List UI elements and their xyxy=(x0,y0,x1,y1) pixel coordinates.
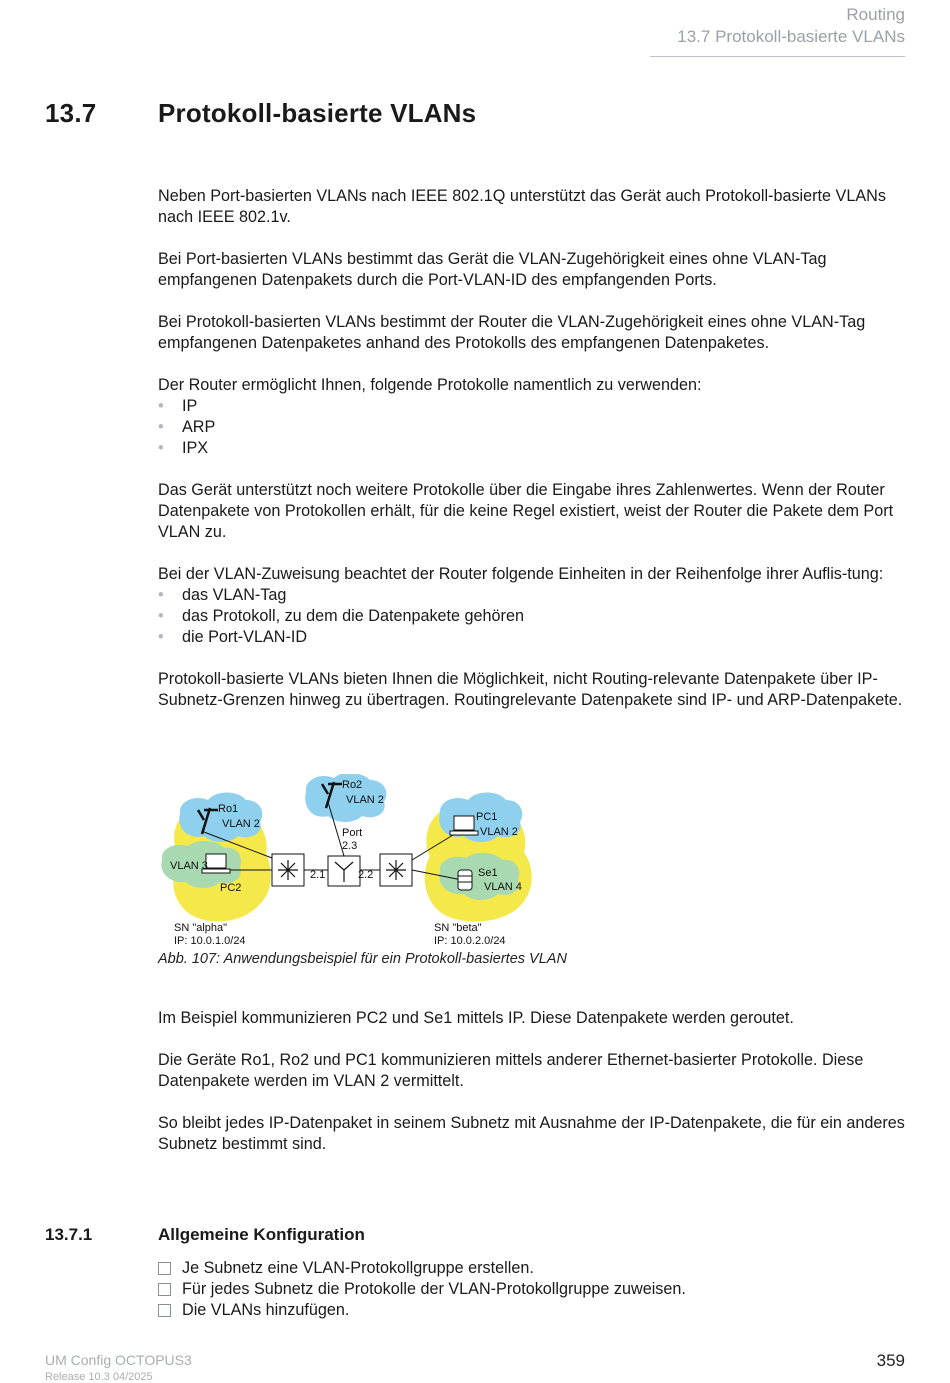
checkbox-icon xyxy=(158,1283,171,1296)
section-number: 13.7 xyxy=(45,98,97,128)
label-ip-beta: IP: 10.0.2.0/24 xyxy=(434,935,506,947)
label-port: Port xyxy=(342,827,363,839)
label-port-left: 2.1 xyxy=(310,869,326,881)
subsection-number: 13.7.1 xyxy=(45,1225,93,1244)
footer xyxy=(45,1352,192,1383)
list-item: • IPX xyxy=(158,438,908,459)
label-pc1: PC1 xyxy=(476,811,498,823)
label-ro2: Ro2 xyxy=(342,779,363,791)
label-sn-beta: SN "beta" xyxy=(434,922,482,934)
step-text: Je Subnetz eine VLAN-Protokollgruppe erstellen. xyxy=(182,1259,534,1277)
label-ro1-vlan: VLAN 2 xyxy=(222,818,260,830)
header-chapter: Routing xyxy=(846,5,905,24)
label-ip-alpha: IP: 10.0.1.0/24 xyxy=(174,935,246,947)
step-text: Die VLANs hinzufügen. xyxy=(182,1301,350,1319)
subsection-title: Allgemeine Konfiguration xyxy=(158,1225,365,1244)
header-section: 13.7 Protokoll-basierte VLANs xyxy=(677,27,905,46)
footer-doc-title: UM Config OCTOPUS3 xyxy=(45,1352,192,1368)
protocol-list xyxy=(158,396,908,459)
list-item: • das VLAN-Tag xyxy=(158,585,908,606)
router-icon xyxy=(328,856,360,886)
label-pc1-vlan: VLAN 2 xyxy=(480,826,518,838)
checkbox-icon xyxy=(158,1262,171,1275)
figure-caption: Abb. 107: Anwendungsbeispiel für ein Protokoll-basiertes VLAN xyxy=(158,951,567,967)
page-number: 359 xyxy=(876,1351,905,1370)
list-item: • das Protokoll, zu dem die Datenpakete gehören xyxy=(158,606,908,627)
paragraph: Im Beispiel kommunizieren PC2 und Se1 mittels IP. Diese Datenpakete werden geroutet. xyxy=(158,1009,794,1027)
se1-server-icon xyxy=(458,870,472,890)
label-se1: Se1 xyxy=(478,867,498,879)
paragraph: Der Router ermöglicht Ihnen, folgende Protokolle namentlich zu verwenden: xyxy=(158,376,702,394)
paragraph: Das Gerät unterstützt noch weitere Protokolle über die Eingabe ihres Zahlenwertes. Wenn der Router Datenpakete von Protokollen erhält, für die keine Regel existiert, weist der Router die Pakete dem Port VLAN zu. xyxy=(158,481,894,541)
list-item: • ARP xyxy=(158,417,908,438)
paragraph: Bei Port-basierten VLANs bestimmt das Gerät die VLAN-Zugehörigkeit eines ohne VLAN-Tag empfangenen Datenpakets durch die Port-VLAN-ID des empfangenden Ports. xyxy=(158,250,827,289)
paragraph: Protokoll-basierte VLANs bieten Ihnen die Möglichkeit, nicht Routing-relevante Datenpakete über IP-Subnetz-Grenzen hinweg zu übertragen. Routingrelevante Datenpakete sind IP- und ARP-Datenpakete. xyxy=(158,670,903,709)
label-port-right: 2.2 xyxy=(358,869,374,881)
label-port-number: 2.3 xyxy=(342,840,358,852)
body-text-bottom xyxy=(158,1008,908,1176)
step-list xyxy=(158,1258,686,1321)
label-se1-vlan: VLAN 4 xyxy=(484,881,522,893)
list-item: • die Port-VLAN-ID xyxy=(158,627,908,648)
switch-right-icon xyxy=(380,854,412,886)
paragraph: Bei der VLAN-Zuweisung beachtet der Router folgende Einheiten in der Reihenfolge ihrer Auflis-tung: xyxy=(158,565,884,583)
paragraph: So bleibt jedes IP-Datenpaket in seinem Subnetz mit Ausnahme der IP-Datenpakete, die für ein anderes Subnetz bestimmt sind. xyxy=(158,1114,905,1153)
paragraph: Neben Port-basierten VLANs nach IEEE 802.1Q unterstützt das Gerät auch Protokoll-basierte VLANs nach IEEE 802.1v. xyxy=(158,187,886,226)
header-rule xyxy=(650,56,905,57)
body-text-top xyxy=(158,186,908,732)
checkbox-icon xyxy=(158,1304,171,1317)
order-list xyxy=(158,585,908,648)
network-diagram xyxy=(158,774,538,950)
list-item xyxy=(158,1258,686,1279)
switch-left-icon xyxy=(272,854,304,886)
pc1-icon xyxy=(450,816,478,835)
list-item xyxy=(158,1279,686,1300)
paragraph: Die Geräte Ro1, Ro2 und PC1 kommunizieren mittels anderer Ethernet-basierter Protokolle. Diese Datenpakete werden im VLAN 2 vermittelt. xyxy=(158,1051,864,1090)
list-item xyxy=(158,1300,686,1321)
label-ro2-vlan: VLAN 2 xyxy=(346,794,384,806)
step-text: Für jedes Subnetz die Protokolle der VLAN-Protokollgruppe zuweisen. xyxy=(182,1280,686,1298)
label-sn-alpha: SN "alpha" xyxy=(174,922,228,934)
section-title: Protokoll-basierte VLANs xyxy=(158,98,477,128)
label-vlan3: VLAN 3 xyxy=(170,860,208,872)
label-pc2: PC2 xyxy=(220,882,242,894)
label-ro1: Ro1 xyxy=(218,803,239,815)
footer-release: Release 10.3 04/2025 xyxy=(45,1371,153,1383)
list-item: • IP xyxy=(158,396,908,417)
paragraph: Bei Protokoll-basierten VLANs bestimmt der Router die VLAN-Zugehörigkeit eines ohne VLAN-Tag empfangenen Datenpaketes anhand des Protokolls des empfangenen Datenpaketes. xyxy=(158,313,866,352)
